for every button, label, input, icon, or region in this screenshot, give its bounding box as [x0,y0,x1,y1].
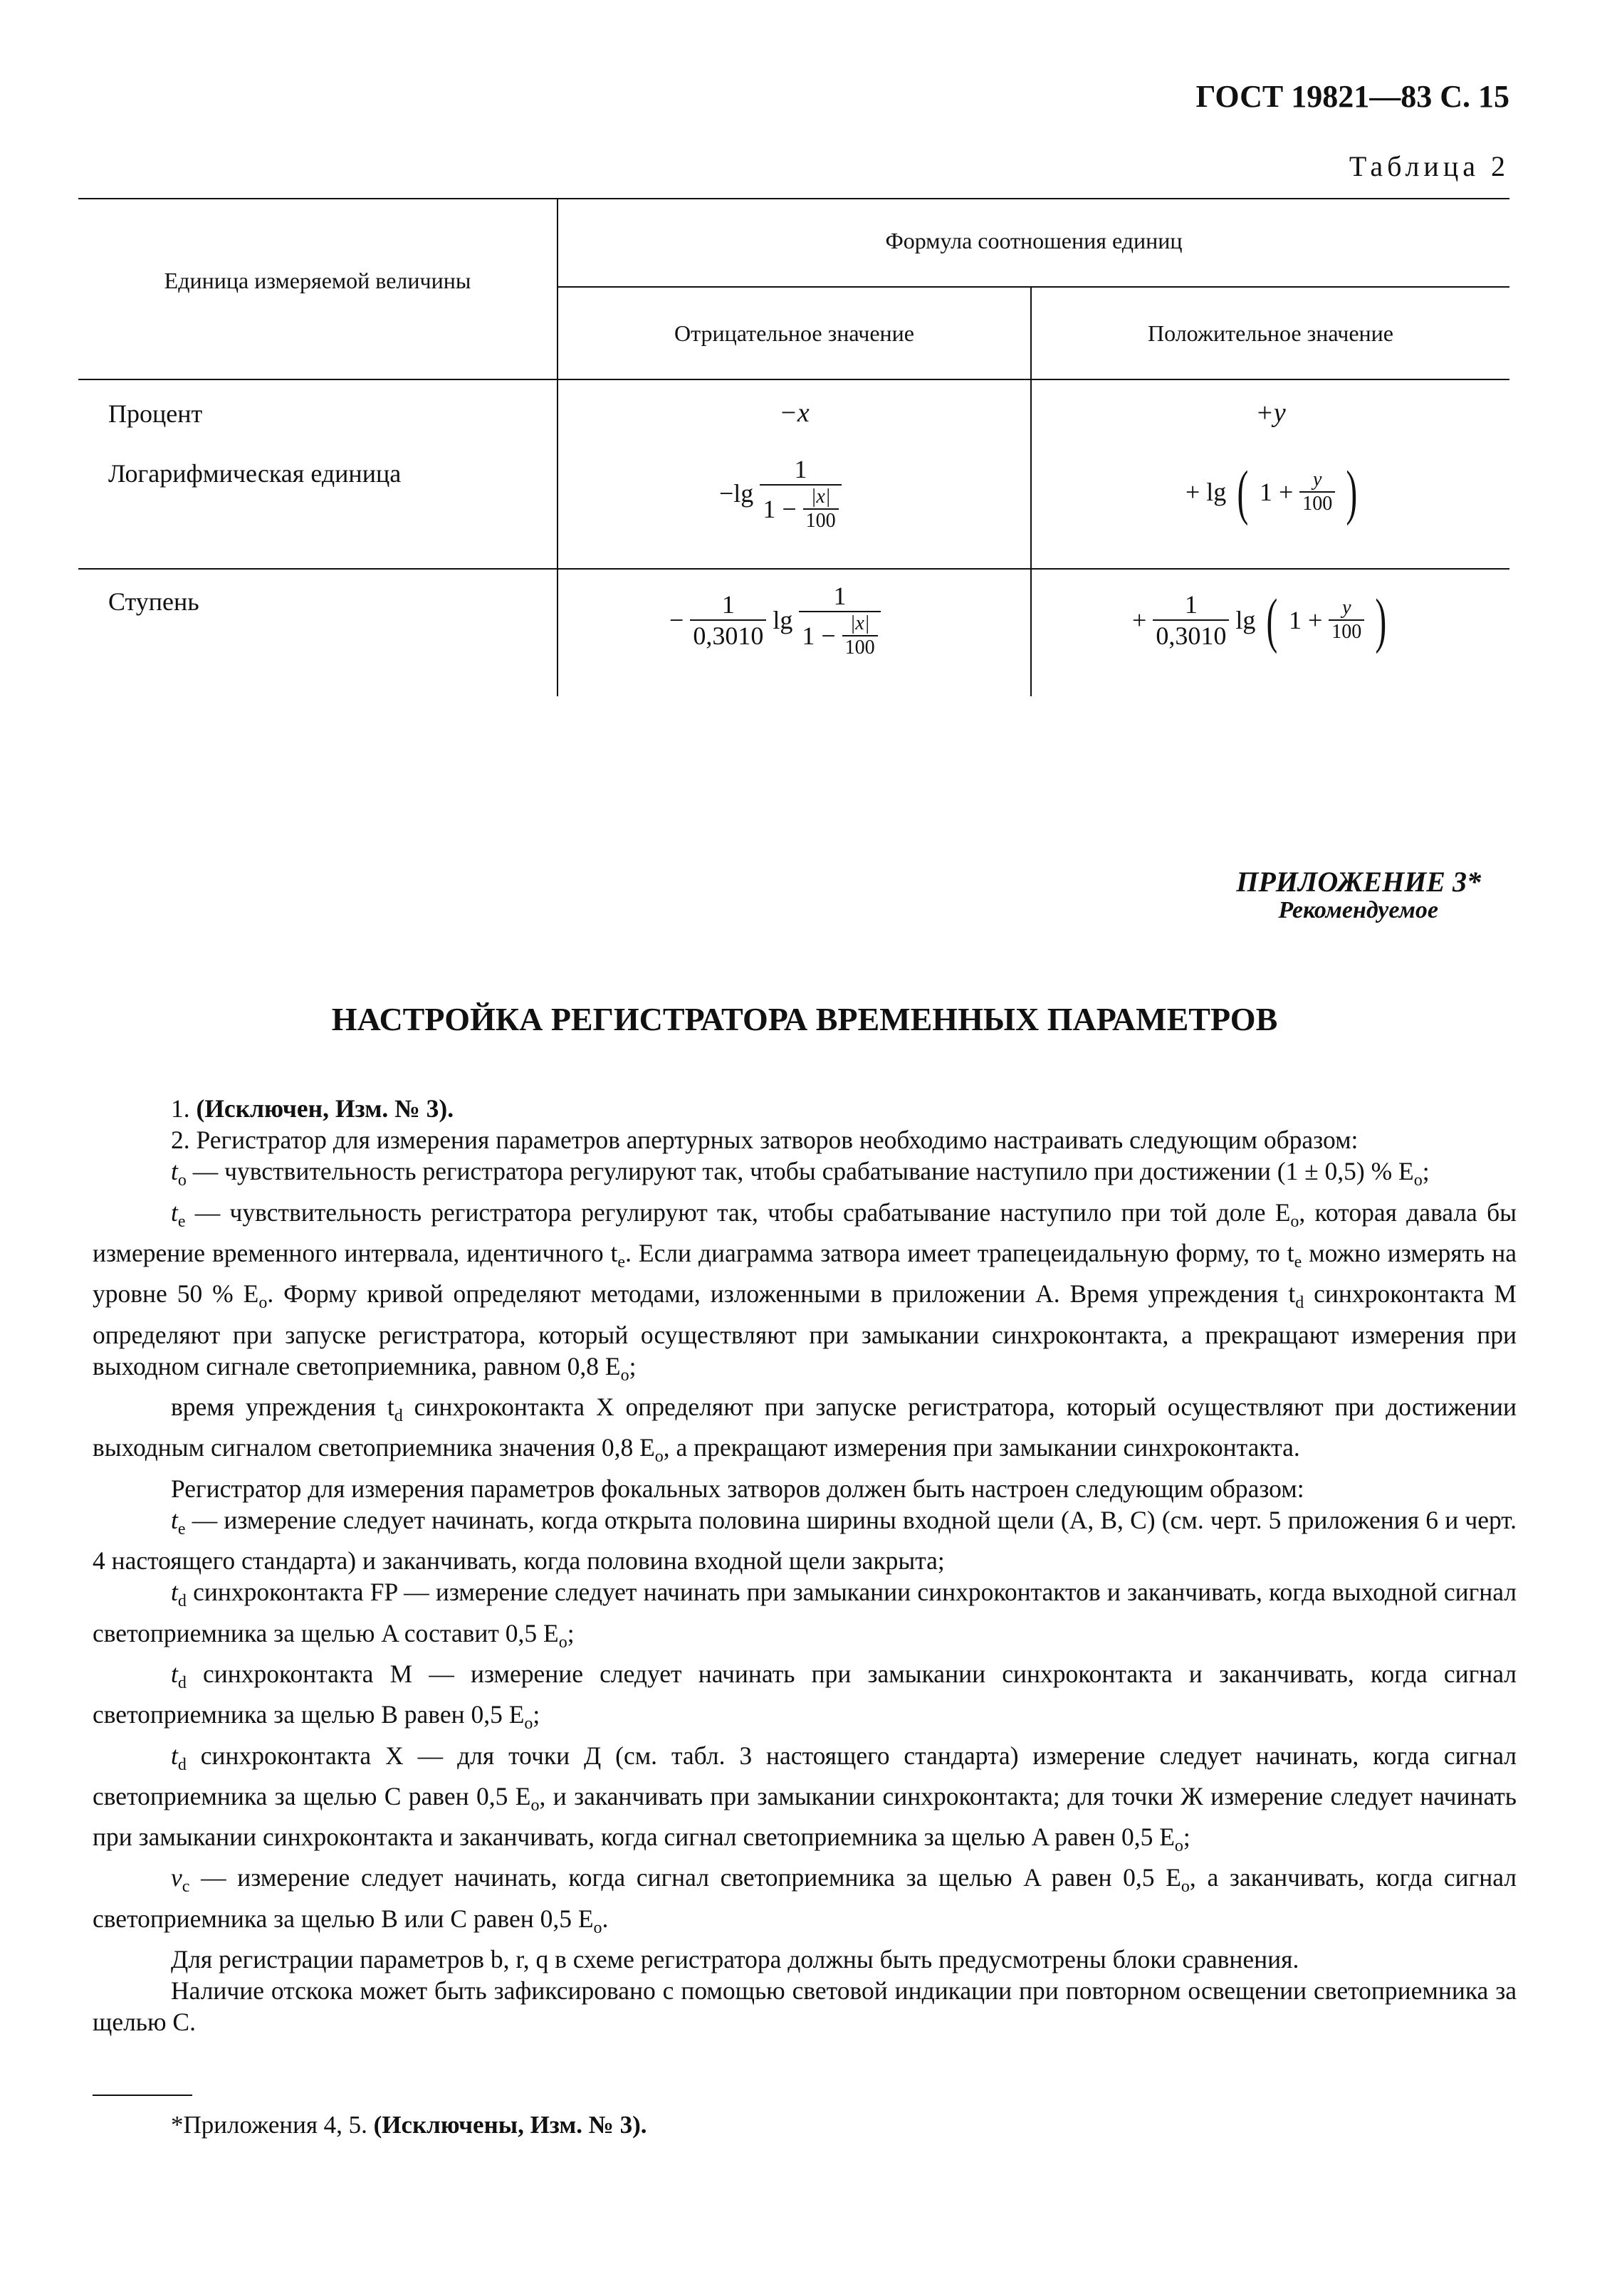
inner-fraction [803,486,839,533]
p1-bold: (Исключен, Изм. № 3). [196,1094,454,1123]
sub-o: o [558,1632,567,1652]
fraction [760,454,841,533]
table-head-bottom-rule [78,379,1509,380]
sub-o: o [593,1918,602,1937]
p1-number: 1. [171,1094,190,1123]
coef-denominator: 0,3010 [693,622,764,650]
p11-text-a: — измерение следует начинать, когда сигнал светоприемника за щелью A равен 0,5 E [189,1863,1181,1892]
row-unit-percent: Процент [108,399,203,428]
inner-sum: 1 + [1259,478,1294,506]
formula-log-negative [719,454,842,533]
sub-o: o [177,1171,187,1190]
formula-log-positive [1186,458,1362,526]
denominator: 100 [1331,621,1362,643]
lg-prefix: −lg [719,479,754,508]
p5-text-c: , а прекращают измерения при замыкании синхроконтакта. [663,1433,1300,1462]
header-negative: Отрицательное значение [674,320,914,346]
sym-t: t [171,1197,178,1227]
numerator: 1 [760,454,841,486]
table-head-mid-rule [557,286,1509,288]
units-table [78,198,1509,696]
formula-step-negative [669,581,881,659]
footnote [171,2111,647,2139]
inner-denominator: 100 [805,510,836,532]
sym-t: t [171,1505,178,1534]
page-header: ГОСТ 19821—83 С. 15 [1195,79,1509,114]
table-col-rule-2 [1030,286,1032,696]
sub-o: o [1181,1877,1190,1897]
numerator: y [1329,597,1364,621]
sub-o: o [1413,1171,1423,1190]
sub-e: e [617,1253,626,1272]
paragraph-9 [93,1658,1517,1740]
coef-fraction [1153,589,1229,651]
header-formula-group: Формула соотношения единиц [885,228,1183,253]
footnote-rule [93,2095,192,2096]
coef-fraction [690,589,766,651]
p4-text-b: , которая давала бы измерение временного интервала, идентичного t [93,1197,1517,1267]
table-row-rule [78,568,1509,570]
appendix-status: Рекомендуемое [1278,897,1438,923]
inner-fraction [842,612,878,659]
inner-numerator: |x| [803,486,839,510]
paragraph-1 [93,1093,1517,1124]
sub-e: e [177,1212,186,1231]
sub-o: o [654,1447,664,1467]
p5-text-a: время упреждения t [171,1393,394,1422]
sub-e: e [177,1519,186,1538]
sub-o: o [524,1714,533,1734]
footnote-text: *Приложения 4, 5. [171,2111,374,2139]
p10-text-c: ; [1183,1823,1190,1852]
denominator: 100 [1302,493,1333,515]
left-paren: ( [1266,586,1278,654]
numerator: 1 [799,581,880,612]
sym-t: t [171,1659,178,1688]
p10-text-a: синхроконтакта X — для точки Д (см. табл. 3 настоящего стандарта) измерение следует начинать, когда сигнал светоприемника за щелью C равен 0,5 E [93,1741,1517,1810]
fraction [799,581,880,659]
den-left: 1 − [763,495,797,523]
right-paren: ) [1346,458,1358,526]
den-left: 1 − [802,622,836,650]
sub-e: e [1294,1253,1302,1272]
appendix-label: ПРИЛОЖЕНИЕ 3* [1236,866,1481,898]
sub-d: d [394,1407,403,1426]
p3-text: — чувствительность регистратора регулируют так, чтобы срабатывание наступило при достижении (1 ± 0,5) % E [186,1157,1414,1186]
lg-label: lg [1235,606,1256,634]
header-positive: Положительное значение [1148,320,1393,346]
sub-o: o [530,1796,540,1815]
p8-text-a: синхроконтакта FP — измерение следует начинать при замыкании синхроконтактов и заканчивать, когда выходной сигнал светоприемника за щелью A составит 0,5 E [93,1578,1517,1647]
p9-text-a: синхроконтакта М — измерение следует начинать при замыкании синхроконтакта и заканчивать, когда сигнал светоприемника за щелью B равен 0,5 E [93,1659,1517,1729]
sub-d: d [1295,1294,1304,1313]
lg-label: lg [773,606,793,634]
paragraph-8 [93,1576,1517,1658]
p4-text-f: синхроконтакта М определяют при запуске регистратора, который осуществляют при замыкании синхроконтакта, а прекращают измерения при выходном сигнале светоприемника, равном 0,8 E [93,1279,1517,1380]
paragraph-2: 2. Регистратор для измерения параметров апертурных затворов необходимо настраивать следующим образом: [171,1126,1359,1155]
numerator: y [1299,468,1335,493]
sub-c: c [182,1877,190,1897]
inner-numerator: |x| [842,612,878,636]
sub-o: o [620,1365,629,1385]
lg-prefix: + lg [1186,478,1227,506]
paragraph-6: Регистратор для измерения параметров фокальных затворов должен быть настроен следующим образом: [171,1474,1304,1503]
p11-text-c: . [602,1904,609,1933]
sub-o: o [258,1294,268,1313]
denominator [760,486,841,533]
fraction [1299,468,1335,515]
body-text [93,1093,1517,2038]
p3-end: ; [1422,1157,1430,1186]
coef-denominator: 0,3010 [1156,622,1227,650]
p4-text-c: . Если диаграмма затвора имеет трапецеидальную форму, то t [625,1239,1294,1267]
paragraph-11 [93,1862,1517,1944]
p4-text-a: — чувствительность регистратора регулируют так, чтобы срабатывание наступило при той доле E [185,1197,1291,1227]
p5-text-b: синхроконтакта X определяют при запуске регистратора, который осуществляют при достижении выходным сигналом светоприемника значения 0,8 E [93,1393,1517,1462]
p11-text-b: , а заканчивать, когда сигнал светоприемника за щелью B или C равен 0,5 E [93,1863,1517,1933]
footnote-bold: (Исключены, Изм. № 3). [373,2111,647,2139]
p9-text-b: ; [533,1700,540,1729]
sym-t: t [171,1741,178,1770]
formula-step-positive [1132,586,1391,654]
table-col-rule-1 [557,198,558,696]
p4-text-d: можно измерять на уровне 50 % E [93,1239,1517,1309]
row-percent-pos: +y [1255,398,1286,428]
sign: − [669,606,684,634]
coef-numerator: 1 [690,589,766,621]
p10-text-b: , и заканчивать при замыкании синхроконтакта; для точки Ж измерение следует начинать при замыкании синхроконтакта и заканчивать, когда сигнал светоприемника за щелью A равен 0,5 E [93,1781,1517,1852]
paragraph-12: Для регистрации параметров b, r, q в схеме регистратора должны быть предусмотрены блоки сравнения. [171,1945,1299,1974]
row-unit-step: Ступень [108,587,199,616]
coef-numerator: 1 [1153,589,1229,621]
paragraph-5 [93,1391,1517,1473]
right-paren: ) [1375,586,1387,654]
paragraph-4 [93,1197,1517,1391]
paragraph-13: Наличие отскока может быть зафиксировано с помощью световой индикации при повторном освещении светоприемника за щелью C. [93,1976,1517,2037]
left-paren: ( [1237,458,1249,526]
paragraph-3 [93,1155,1517,1196]
inner-sum: 1 + [1288,606,1323,634]
row-unit-log: Логарифмическая единица [108,459,402,488]
p4-text-g: ; [629,1351,637,1380]
sign: + [1132,606,1147,634]
section-title: НАСТРОЙКА РЕГИСТРАТОРА ВРЕМЕННЫХ ПАРАМЕТРОВ [331,1001,1278,1037]
sym-t: t [171,1157,178,1186]
sub-o: o [1174,1837,1183,1856]
fraction [1329,597,1364,644]
p4-text-e: . Форму кривой определяют методами, изложенными в приложении А. Время упреждения t [267,1279,1296,1309]
p7-text: — измерение следует начинать, когда открыта половина ширины входной щели (A, B, C) (см. черт. 5 приложения 6 и черт. 4 настоящего стандарта) и заканчивать, когда половина входной щели закрыта; [93,1505,1517,1576]
sub-d: d [177,1755,187,1774]
sub-d: d [177,1674,187,1693]
denominator [799,612,880,659]
table-caption: Таблица 2 [1349,150,1509,182]
paragraph-10 [93,1740,1517,1862]
inner-denominator: 100 [844,636,875,659]
sub-o: o [1290,1212,1299,1231]
header-unit: Единица измеряемой величины [164,268,471,293]
sub-d: d [177,1592,187,1611]
table-top-rule [78,198,1509,199]
paragraph-7 [93,1504,1517,1577]
sym-t: t [171,1578,178,1607]
sym-v: v [171,1863,182,1892]
row-percent-neg: −x [779,398,810,428]
p8-text-b: ; [567,1618,575,1647]
